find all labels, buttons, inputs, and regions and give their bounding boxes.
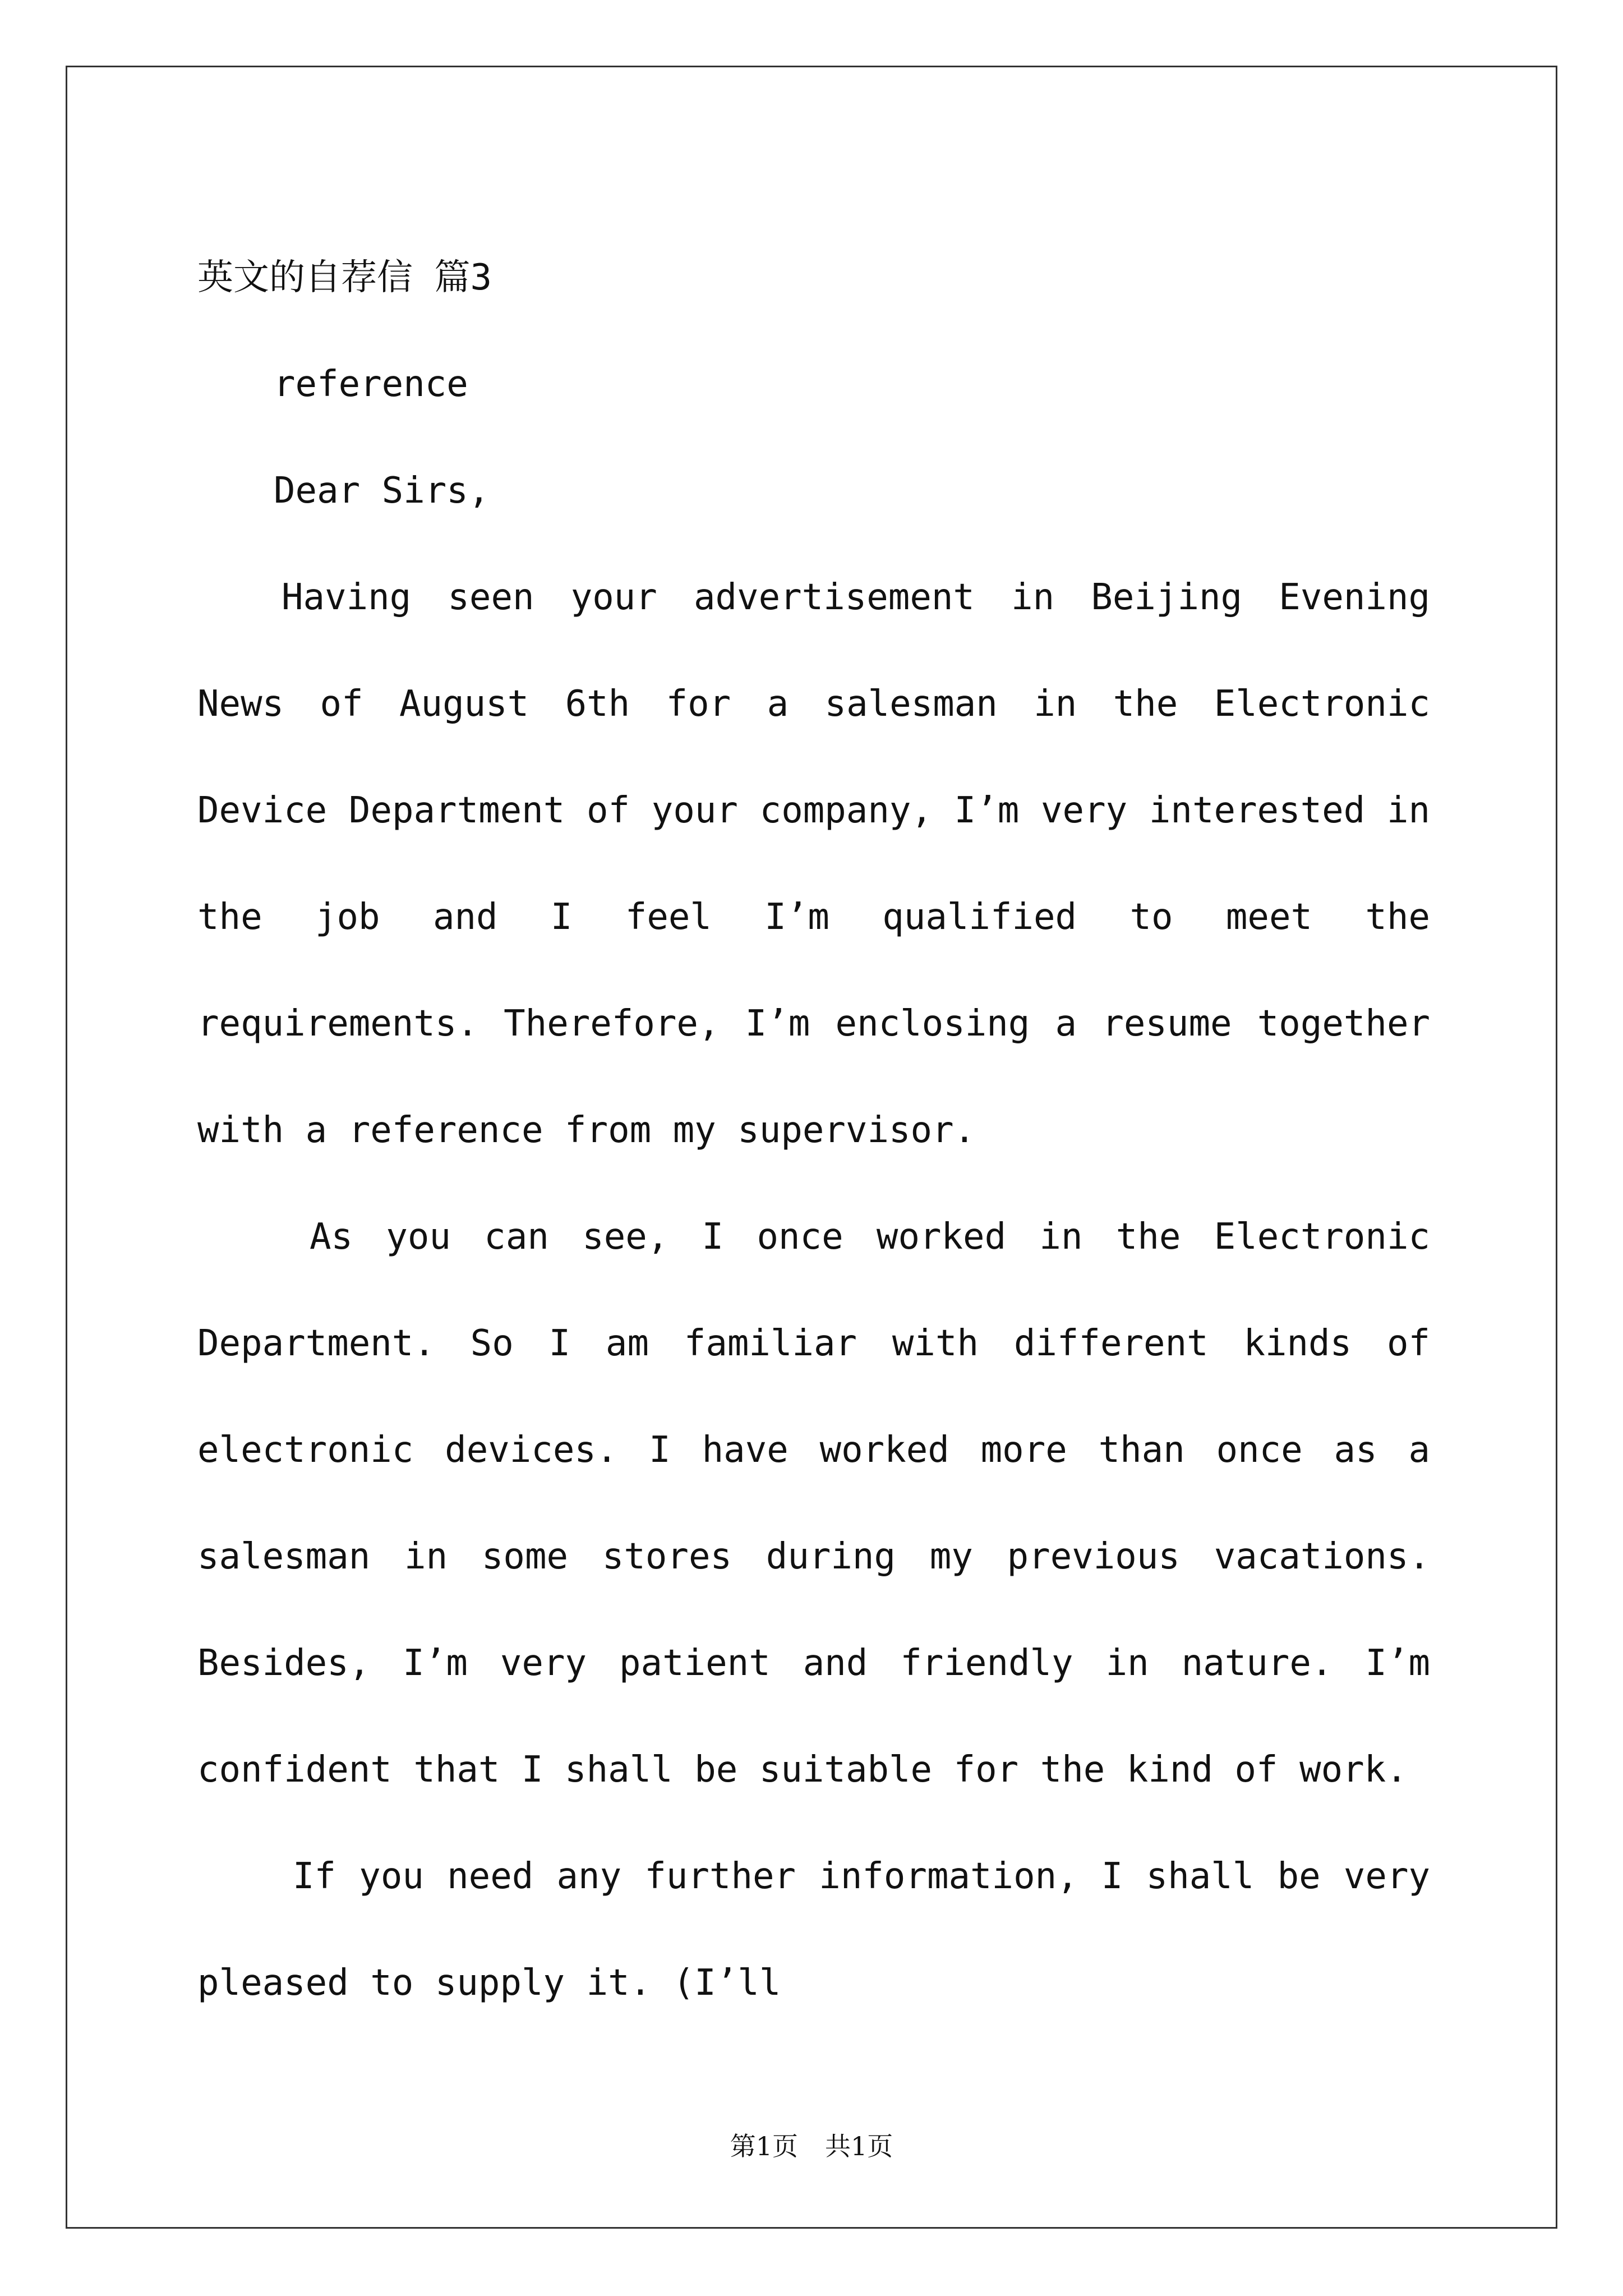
document-body — [197, 224, 1430, 2036]
page-total: 共1页 — [825, 2131, 893, 2161]
page-footer — [0, 2126, 1623, 2163]
paragraph-3: If you need any further information, I shall be very pleased to supply it. (I’ll — [197, 1856, 1430, 2004]
paragraph-1: Having seen your advertisement in Beijing Evening News of August 6th for a salesman in the Electronic Device Department of your company, I’m very interested in the job and I feel I’m qualified to meet the requirements. Therefore, I’m enclosing a resume together with a reference from my supervisor. — [197, 577, 1430, 1151]
document-title: 英文的自荐信 篇3 — [197, 257, 492, 298]
salutation: Dear Sirs, — [274, 470, 490, 512]
page-number: 第1页 — [730, 2131, 798, 2161]
reference-line: reference — [274, 364, 468, 405]
paragraph-2: As you can see, I once worked in the Electronic Department. So I am familiar with different kinds of electronic devices. I have worked more than once as a salesman in some stores during my previous vacations. Besides, I’m very patient and friendly in nature. I’m confident that I shall be suitable for the kind of work. — [197, 1216, 1430, 1791]
